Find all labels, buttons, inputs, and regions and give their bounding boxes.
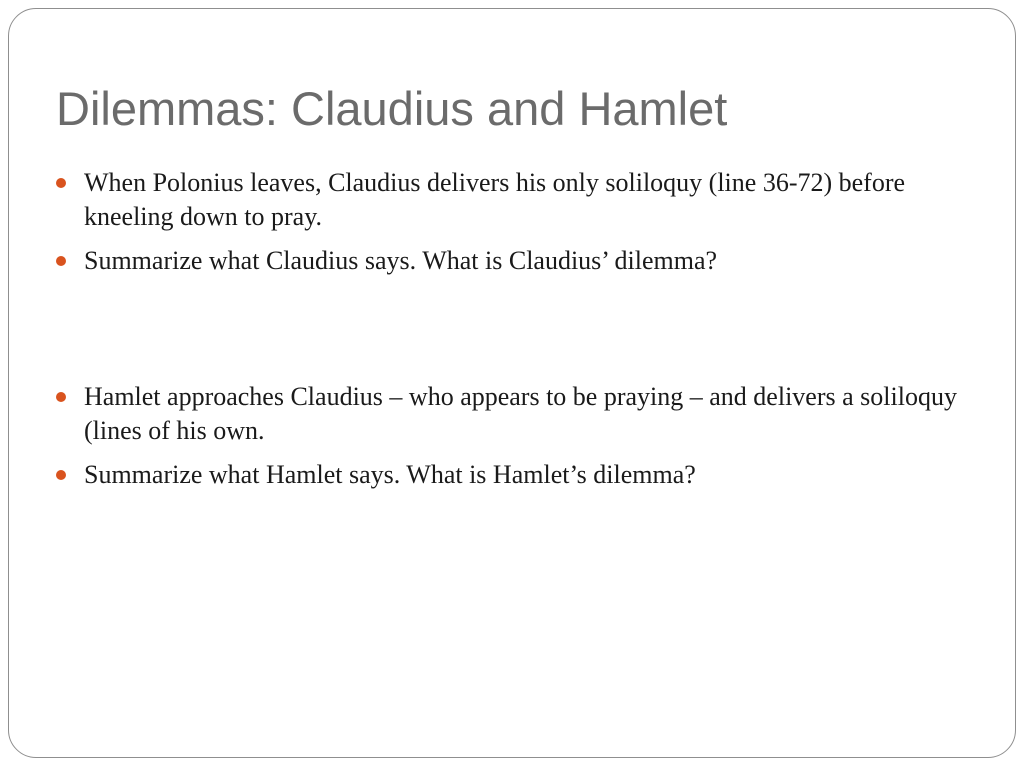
list-item [56, 458, 986, 492]
list-item [56, 244, 986, 278]
bullet-text: Hamlet approaches Claudius – who appears to be praying – and delivers a soliloquy (lines of his own. [84, 382, 957, 445]
list-item [56, 166, 986, 234]
bullet-text: Summarize what Hamlet says. What is Hamlet’s dilemma? [84, 460, 696, 489]
bullet-text: When Polonius leaves, Claudius delivers his only soliloquy (line 36-72) before kneeling down to pray. [84, 168, 906, 231]
bullet-text: Summarize what Claudius says. What is Claudius’ dilemma? [84, 246, 718, 275]
bullet-list [56, 166, 986, 502]
bullet-dot-icon [56, 178, 66, 188]
slide-title: Dilemmas: Claudius and Hamlet [56, 82, 728, 135]
bullet-dot-icon [56, 256, 66, 266]
bullet-dot-icon [56, 470, 66, 480]
list-item [56, 380, 986, 448]
bullet-dot-icon [56, 392, 66, 402]
